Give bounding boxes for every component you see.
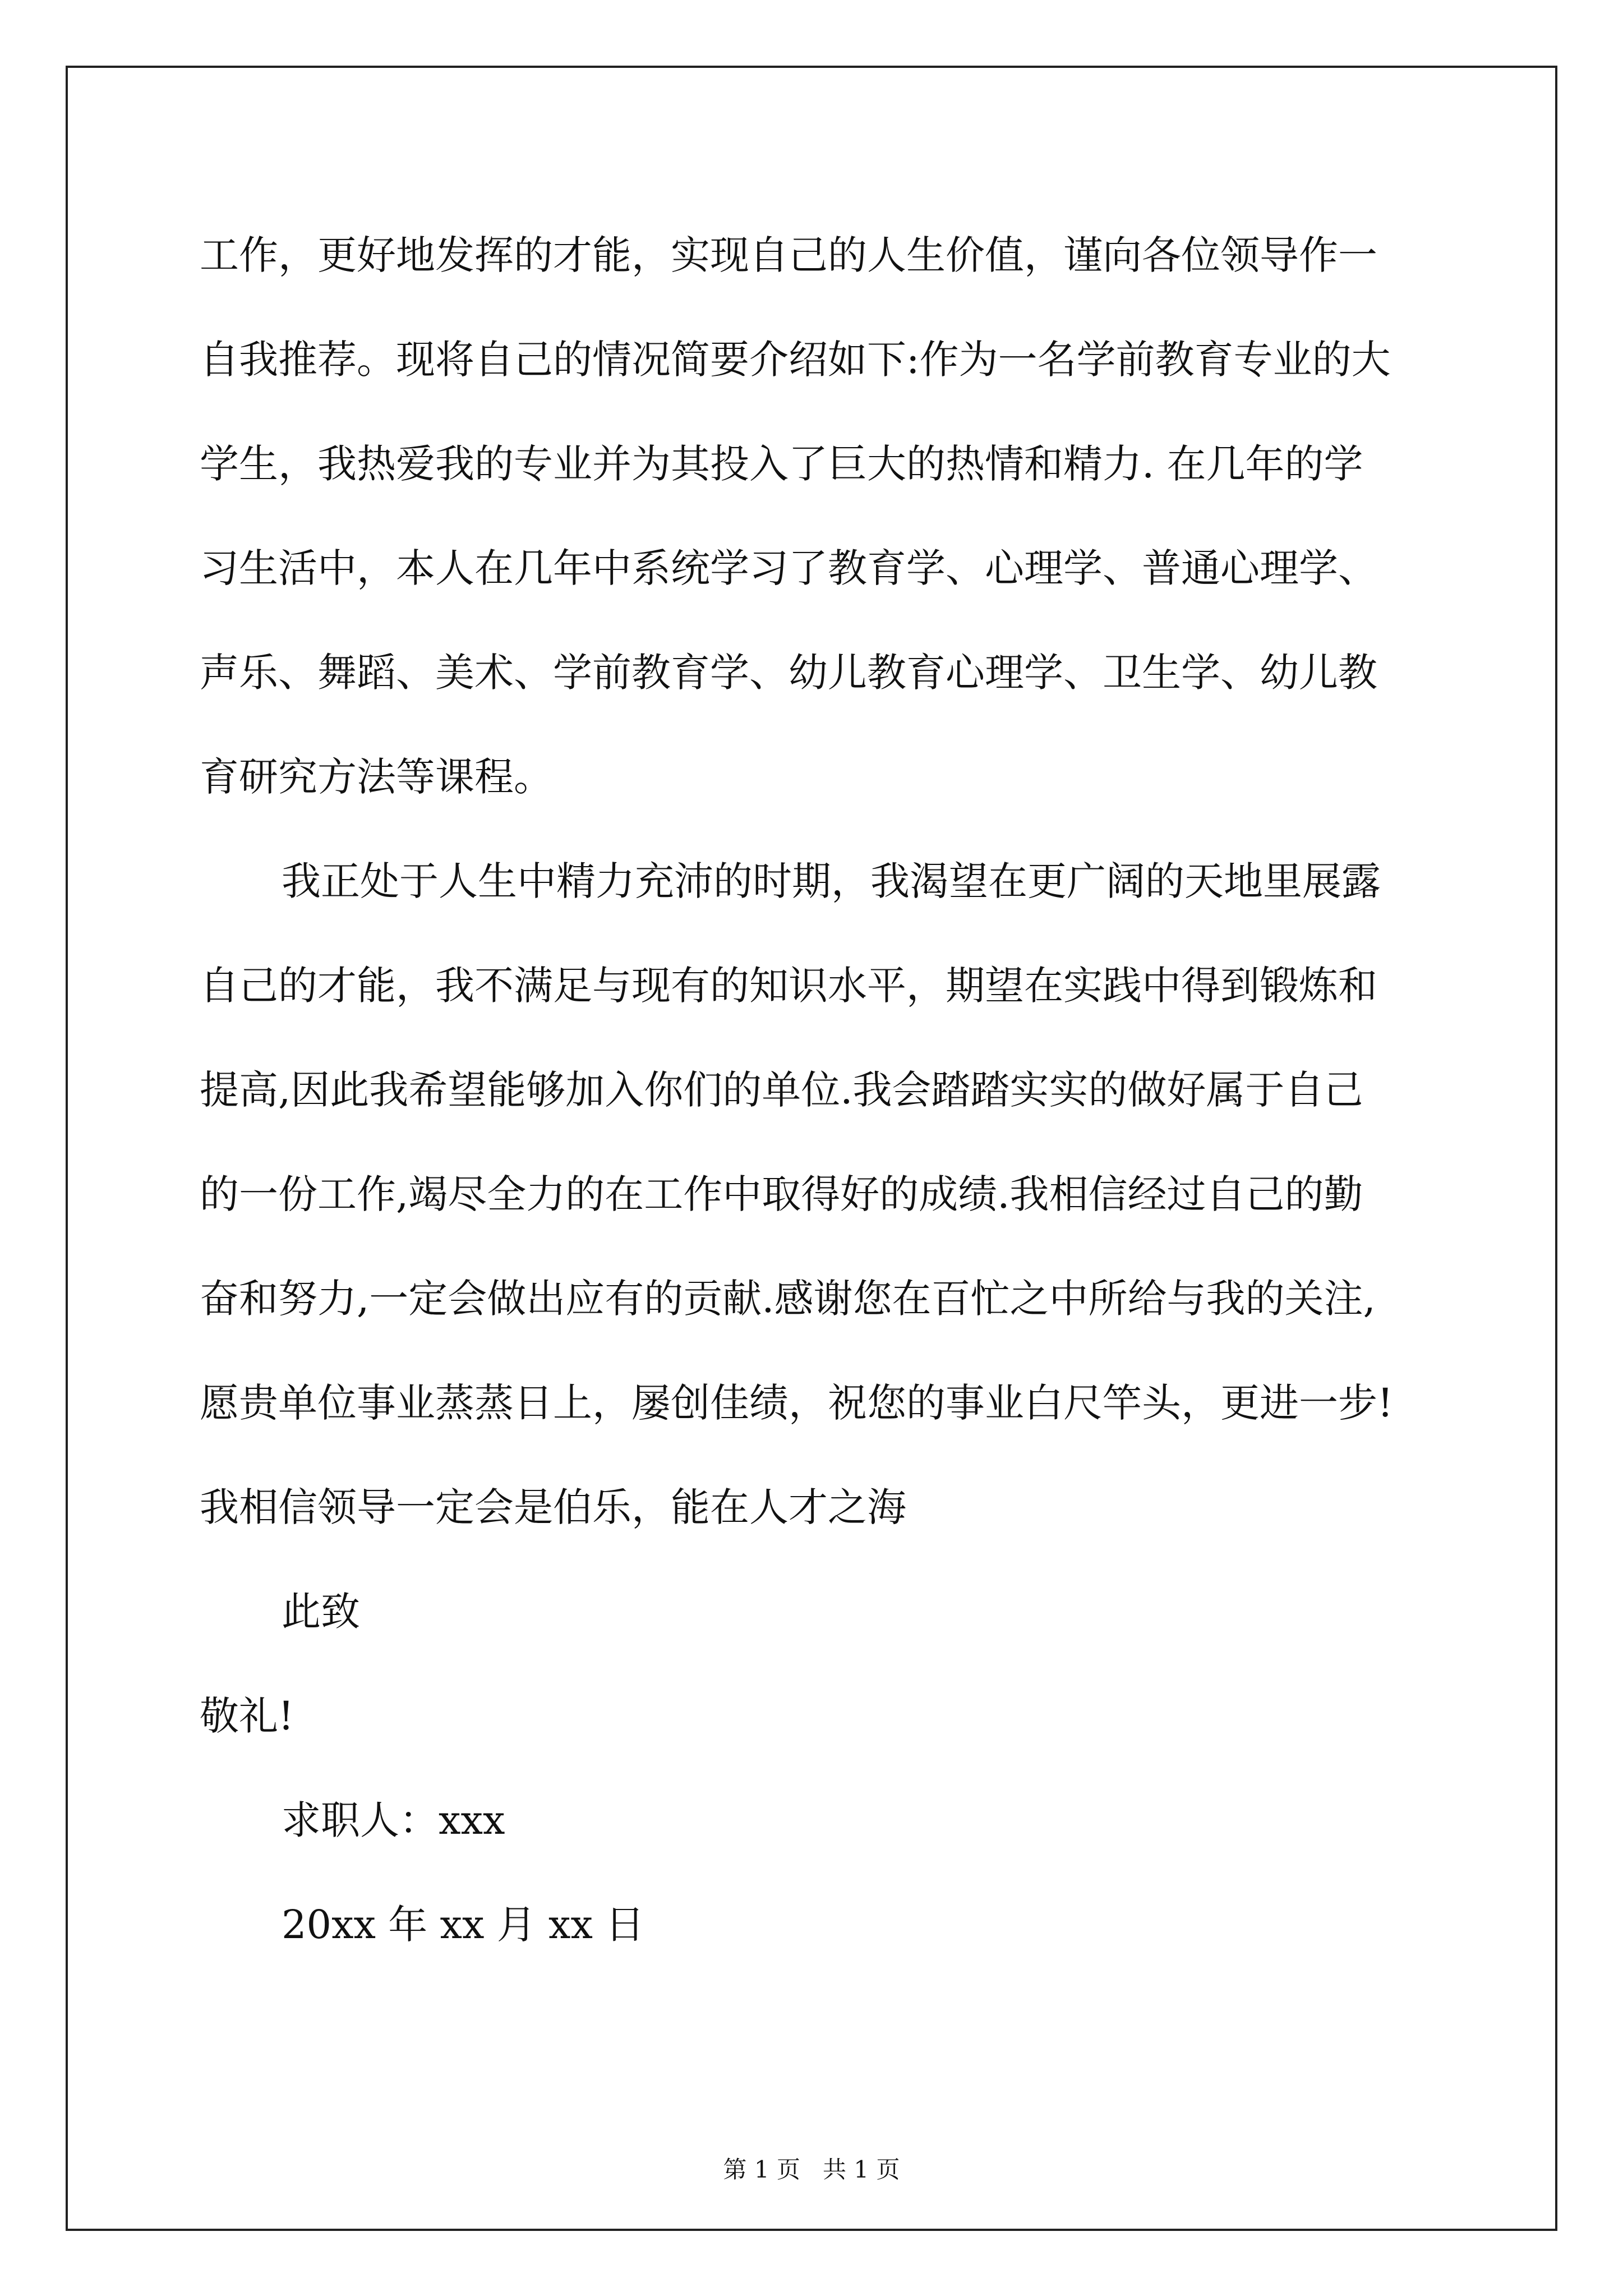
letter-body xyxy=(200,203,1433,1977)
paragraph-2-line-7: 我相信领导一定会是伯乐，能在人才之海 xyxy=(200,1484,906,1530)
paragraph-1-line-1: 工作，更好地发挥的才能，实现自己的人生价值，谨向各位领导作一 xyxy=(200,232,1377,278)
paragraph-1-line-3: 学生，我热爱我的专业并为其投入了巨大的热情和精力. 在几年的学 xyxy=(200,441,1363,487)
paragraph-2-line-1: 我正处于人生中精力充沛的时期，我渴望在更广阔的天地里展露 xyxy=(282,858,1381,904)
applicant-signature: 求职人：xxx xyxy=(282,1797,505,1843)
paragraph-2-line-2: 自己的才能，我不满足与现有的知识水平，期望在实践中得到锻炼和 xyxy=(200,963,1377,1009)
closing-regards: 敬礼! xyxy=(200,1693,294,1739)
paragraph-1-line-2: 自我推荐。现将自己的情况简要介绍如下:作为一名学前教育专业的大 xyxy=(200,337,1391,383)
letter-date: 20xx 年 xx 月 xx 日 xyxy=(282,1902,645,1948)
page-number: 第 1 页 共 1 页 xyxy=(723,2156,900,2183)
paragraph-2-line-3: 提高,因此我希望能够加入你们的单位.我会踏踏实实的做好属于自己 xyxy=(200,1067,1363,1113)
paragraph-2-line-6: 愿贵单位事业蒸蒸日上，屡创佳绩，祝您的事业白尺竿头，更进一步! xyxy=(200,1380,1394,1426)
closing-salutation: 此致 xyxy=(282,1589,360,1635)
paragraph-1-line-6: 育研究方法等课程。 xyxy=(200,754,553,800)
paragraph-2-line-5: 奋和努力,一定会做出应有的贡献.感谢您在百忙之中所给与我的关注, xyxy=(200,1276,1376,1322)
paragraph-1-line-5: 声乐、舞蹈、美术、学前教育学、幼儿教育心理学、卫生学、幼儿教 xyxy=(200,650,1377,696)
paragraph-1-line-4: 习生活中，本人在几年中系统学习了教育学、心理学、普通心理学、 xyxy=(200,545,1377,591)
paragraph-2-line-4: 的一份工作,竭尽全力的在工作中取得好的成绩.我相信经过自己的勤 xyxy=(200,1171,1363,1217)
